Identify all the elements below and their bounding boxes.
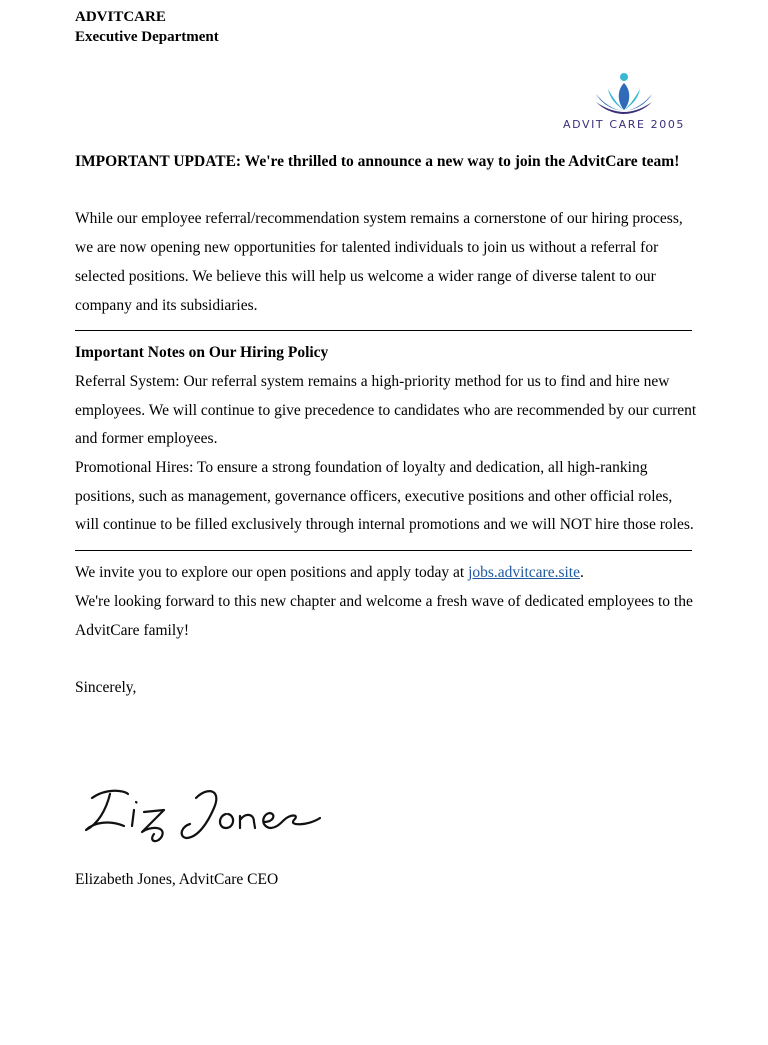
jobs-link[interactable]: jobs.advitcare.site bbox=[468, 564, 580, 582]
invite-paragraph bbox=[75, 559, 697, 588]
invite-text: We invite you to explore our open positions and apply today at bbox=[75, 564, 469, 582]
referral-paragraph: Referral System: Our referral system remains a high-priority method for us to find and hire new employees. We will continue to give precedence to candidates who are recommended by our current and former employees. bbox=[75, 372, 697, 448]
letterhead bbox=[75, 8, 219, 47]
company-logo bbox=[556, 72, 692, 134]
closing-paragraph: We're looking forward to this new chapter and welcome a fresh wave of dedicated employees to the AdvitCare family! bbox=[75, 592, 693, 639]
headline: IMPORTANT UPDATE: We're thrilled to announce a new way to join the AdvitCare team! bbox=[75, 153, 680, 170]
intro-paragraph: While our employee referral/recommendation system remains a cornerstone of our hiring process, we are now opening new opportunities for talented individuals to join us without a referral for selected positions. We believe this will help us welcome a wider range of diverse talent to our company and its subsidiaries. bbox=[75, 210, 683, 314]
signer-name: Elizabeth Jones, AdvitCare CEO bbox=[75, 871, 279, 888]
letter-body bbox=[75, 148, 697, 703]
sign-off: Sincerely, bbox=[75, 678, 137, 696]
divider bbox=[75, 550, 692, 551]
company-name: ADVITCARE bbox=[75, 9, 166, 25]
invite-suffix: . bbox=[579, 564, 584, 582]
promotional-paragraph: Promotional Hires: To ensure a strong foundation of loyalty and dedication, all high-ranking positions, such as management, governance officers, executive positions and other official roles, will continue to be filled exclusively through internal promotions and we will NOT hire those roles. bbox=[75, 459, 694, 534]
divider bbox=[75, 330, 692, 331]
logo-text: ADVIT CARE 2005 bbox=[562, 118, 686, 131]
policy-heading: Important Notes on Our Hiring Policy bbox=[75, 344, 329, 362]
lotus-icon bbox=[592, 72, 656, 116]
handwritten-signature bbox=[80, 780, 335, 853]
department-name: Executive Department bbox=[75, 28, 219, 45]
